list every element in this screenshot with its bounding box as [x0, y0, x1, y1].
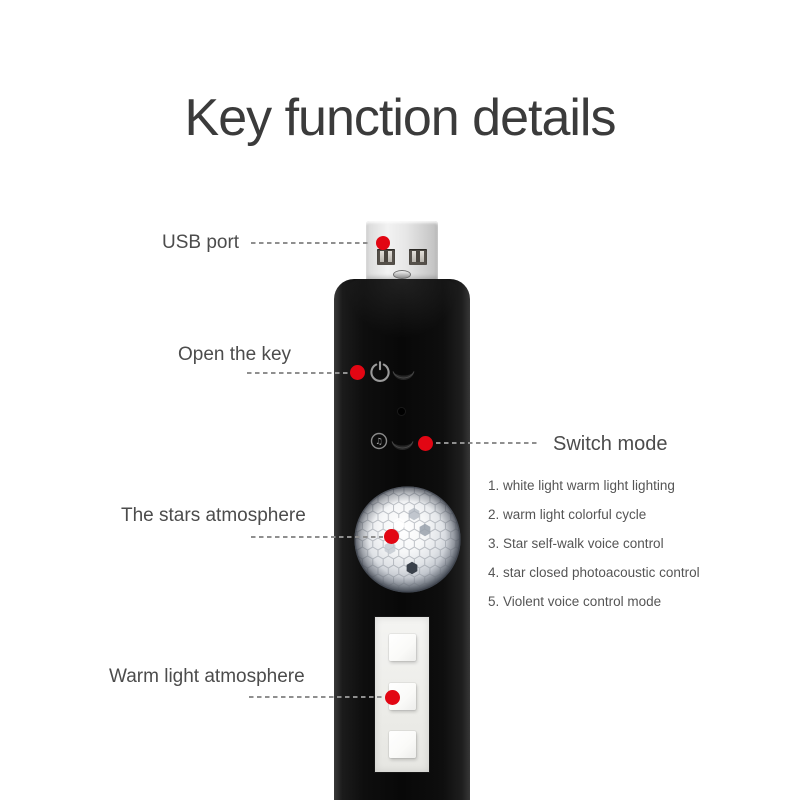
mode-button — [390, 436, 415, 451]
leader-line-warm-light — [249, 696, 383, 698]
usb-pin-slot-left — [377, 249, 395, 265]
mode-icon — [370, 432, 388, 450]
svg-text:♫: ♫ — [375, 437, 383, 448]
mode-list-item: 2. warm light colorful cycle — [488, 507, 647, 522]
label-switch-mode: Switch mode — [553, 433, 668, 455]
led-panel — [374, 616, 430, 773]
usb-pin-slot-right — [409, 249, 427, 265]
mode-list-item: 4. star closed photoacoustic control — [488, 565, 700, 580]
mode-list — [488, 471, 700, 616]
leader-line-open-key — [247, 372, 348, 374]
power-button — [391, 366, 416, 381]
leader-line-stars-atmosphere — [251, 536, 383, 538]
microphone-hole — [398, 408, 405, 415]
leader-line-switch-mode — [436, 442, 538, 444]
mode-list-item: 5. Violent voice control mode — [488, 594, 662, 609]
pointer-dot-usb-port — [376, 236, 390, 250]
led-square — [389, 634, 416, 661]
disco-ball-lens — [352, 484, 463, 595]
mode-list-item: 3. Star self-walk voice control — [488, 536, 664, 551]
led-square — [389, 731, 416, 758]
label-open-key: Open the key — [178, 344, 292, 365]
leader-line-usb-port — [251, 242, 371, 244]
pointer-dot-switch-mode — [418, 436, 433, 451]
mode-list-item: 1. white light warm light lighting — [488, 478, 675, 493]
pointer-dot-stars-atmosphere — [384, 529, 399, 544]
label-stars-atmosphere: The stars atmosphere — [121, 505, 306, 526]
pointer-dot-warm-light — [385, 690, 400, 705]
label-warm-light: Warm light atmosphere — [109, 666, 305, 687]
usb-connector — [366, 221, 438, 280]
power-icon — [369, 361, 391, 383]
pointer-dot-open-key — [350, 365, 365, 380]
page-title: Key function details — [184, 89, 616, 147]
usb-shell-notch — [393, 270, 411, 279]
usb-pin-divider — [384, 251, 388, 262]
label-usb-port: USB port — [162, 232, 240, 253]
usb-pin-divider — [416, 251, 420, 262]
